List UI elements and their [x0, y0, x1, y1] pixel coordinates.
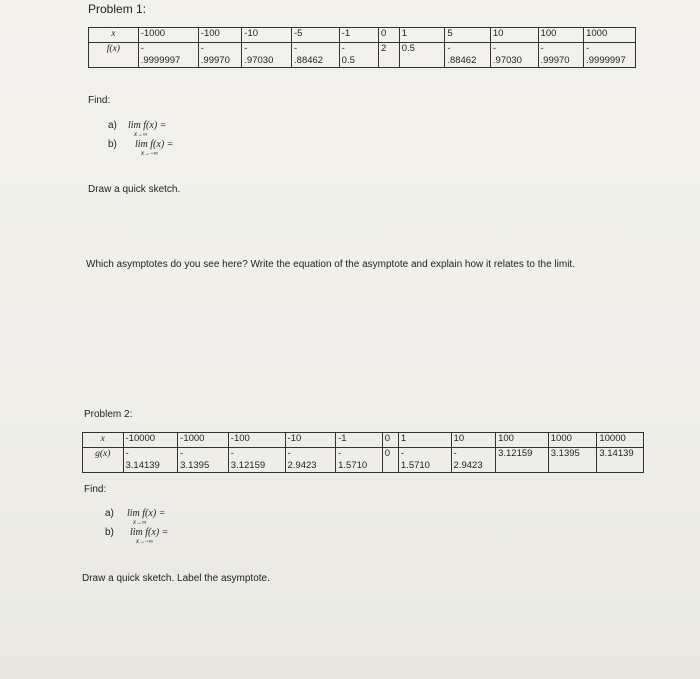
g-cell: [496, 448, 549, 473]
cell-line-bottom: 0.5: [341, 55, 355, 66]
x-cell: 5: [445, 28, 491, 43]
cell-line-top: -: [244, 43, 248, 54]
cell-line-top: -: [540, 43, 544, 54]
cell-line-top: -: [492, 43, 497, 54]
g-cell: [382, 448, 398, 473]
x-cell: -100: [228, 433, 285, 448]
g-cell: [398, 448, 451, 473]
cell-line-top: 3.1395: [550, 448, 580, 459]
cell-line-top: -: [125, 448, 129, 459]
limit-subscript: x→−∞: [141, 151, 158, 157]
g-header: g(x): [83, 448, 124, 473]
problem2-table: [82, 432, 644, 473]
problem2-g-row: [83, 448, 644, 473]
cell-line-bottom: .88462: [294, 55, 324, 66]
cell-line-bottom: 3.12159: [230, 460, 266, 471]
cell-line-top: -: [200, 43, 204, 54]
x-cell: -10: [285, 433, 336, 448]
cell-line-top: -: [287, 448, 291, 459]
f-cell: [242, 43, 292, 68]
problem1-sketch-prompt: Draw a quick sketch.: [88, 184, 181, 195]
f-cell: [445, 43, 491, 68]
cell-line-top: 3.12159: [498, 448, 533, 459]
f-cell: [198, 43, 242, 68]
f-cell: [584, 43, 636, 68]
problem2-title: Problem 2:: [84, 409, 133, 420]
cell-line-bottom: [551, 460, 595, 472]
cell-line-bottom: .97030: [492, 55, 522, 66]
problem1-title: Problem 1:: [88, 2, 147, 16]
x-cell: 10: [490, 28, 538, 43]
cell-line-top: 2: [381, 43, 387, 54]
x-cell: 0: [379, 28, 400, 43]
cell-line-bottom: 1.5710: [338, 460, 368, 471]
cell-line-top: 0: [384, 448, 390, 459]
x-header: x: [89, 28, 139, 43]
cell-line-bottom: 2.9423: [453, 460, 483, 471]
g-cell: [285, 448, 336, 473]
cell-line-top: -: [447, 43, 451, 54]
x-cell: 100: [496, 433, 549, 448]
problem1-part-b-label: b): [108, 139, 117, 150]
x-header: x: [83, 433, 124, 448]
cell-line-bottom: .9999997: [586, 55, 626, 66]
problem2-part-a-limit: [127, 508, 166, 526]
x-cell: -100: [198, 28, 242, 43]
problem1-asymptote-question: Which asymptotes do you see here? Write the equation of the asymptote and explain how it relates to the limit.: [86, 259, 575, 270]
cell-line-top: -: [341, 43, 345, 54]
problem2-part-b-label: b): [105, 527, 114, 538]
limit-expression: lim f(x) =: [135, 139, 174, 150]
cell-line-top: 0.5: [401, 43, 415, 54]
x-cell: -1000: [178, 433, 229, 448]
x-cell: 1: [399, 28, 445, 43]
cell-line-bottom: [402, 55, 443, 67]
problem1-part-a-limit: [128, 120, 167, 138]
cell-line-top: -: [338, 448, 342, 459]
cell-line-top: 3.14139: [599, 448, 634, 459]
cell-line-top: -: [453, 448, 457, 459]
x-cell: 10: [451, 433, 496, 448]
g-cell: [178, 448, 229, 473]
cell-line-bottom: 3.1395: [180, 460, 210, 471]
f-cell: [490, 43, 538, 68]
cell-line-top: -: [400, 448, 405, 459]
f-header: f(x): [89, 43, 139, 68]
limit-expression: lim f(x) =: [127, 508, 166, 519]
limit-expression: lim f(x) =: [128, 120, 167, 131]
f-cell: [379, 43, 400, 68]
problem1-part-a-label: a): [108, 120, 117, 131]
cell-line-top: -: [294, 43, 298, 54]
g-cell: [451, 448, 496, 473]
cell-line-top: -: [586, 43, 590, 54]
f-cell: [138, 43, 198, 68]
cell-line-bottom: .88462: [447, 55, 477, 66]
limit-expression: lim f(x) =: [130, 527, 169, 538]
x-cell: -10000: [123, 433, 178, 448]
cell-line-bottom: .9999997: [140, 55, 181, 66]
cell-line-top: -: [140, 43, 144, 54]
cell-line-bottom: 1.5710: [400, 460, 430, 471]
x-cell: -5: [292, 28, 340, 43]
problem1-x-row: [89, 28, 636, 43]
x-cell: -1: [339, 28, 378, 43]
cell-line-bottom: [381, 55, 397, 67]
cell-line-top: -: [230, 448, 234, 459]
cell-line-bottom: [599, 460, 641, 472]
x-cell: 10000: [597, 433, 644, 448]
cell-line-top: -: [180, 448, 184, 459]
x-cell: -10: [242, 28, 292, 43]
problem2-sketch-prompt: Draw a quick sketch. Label the asymptote.: [82, 573, 270, 584]
problem1-f-row: [89, 43, 636, 68]
problem2-part-a-label: a): [105, 508, 114, 519]
cell-line-bottom: [498, 460, 546, 472]
problem2-x-row: [83, 433, 644, 448]
x-cell: 100: [538, 28, 584, 43]
x-cell: 1: [398, 433, 451, 448]
problem2-find-label: Find:: [84, 484, 107, 495]
cell-line-bottom: [385, 460, 396, 472]
g-cell: [336, 448, 383, 473]
limit-subscript: x→∞: [133, 520, 147, 526]
x-cell: -1000: [138, 28, 198, 43]
cell-line-bottom: 2.9423: [287, 460, 317, 471]
problem1-part-b-limit: [135, 139, 174, 157]
limit-subscript: x→−∞: [136, 539, 153, 545]
cell-line-bottom: .99970: [540, 55, 570, 66]
problem1-find-label: Find:: [88, 95, 111, 106]
cell-line-bottom: .97030: [244, 55, 274, 66]
f-cell: [339, 43, 378, 68]
cell-line-bottom: 3.14139: [125, 460, 160, 471]
x-cell: 1000: [584, 28, 636, 43]
g-cell: [228, 448, 285, 473]
f-cell: [399, 43, 445, 68]
g-cell: [548, 448, 597, 473]
x-cell: 0: [382, 433, 398, 448]
f-cell: [538, 43, 584, 68]
problem1-table: [88, 27, 636, 68]
x-cell: -1: [336, 433, 383, 448]
problem2-part-b-limit: [130, 527, 169, 545]
f-cell: [292, 43, 340, 68]
cell-line-bottom: .99970: [200, 55, 230, 66]
limit-subscript: x→∞: [134, 132, 148, 138]
g-cell: [123, 448, 178, 473]
x-cell: 1000: [548, 433, 597, 448]
g-cell: [597, 448, 644, 473]
